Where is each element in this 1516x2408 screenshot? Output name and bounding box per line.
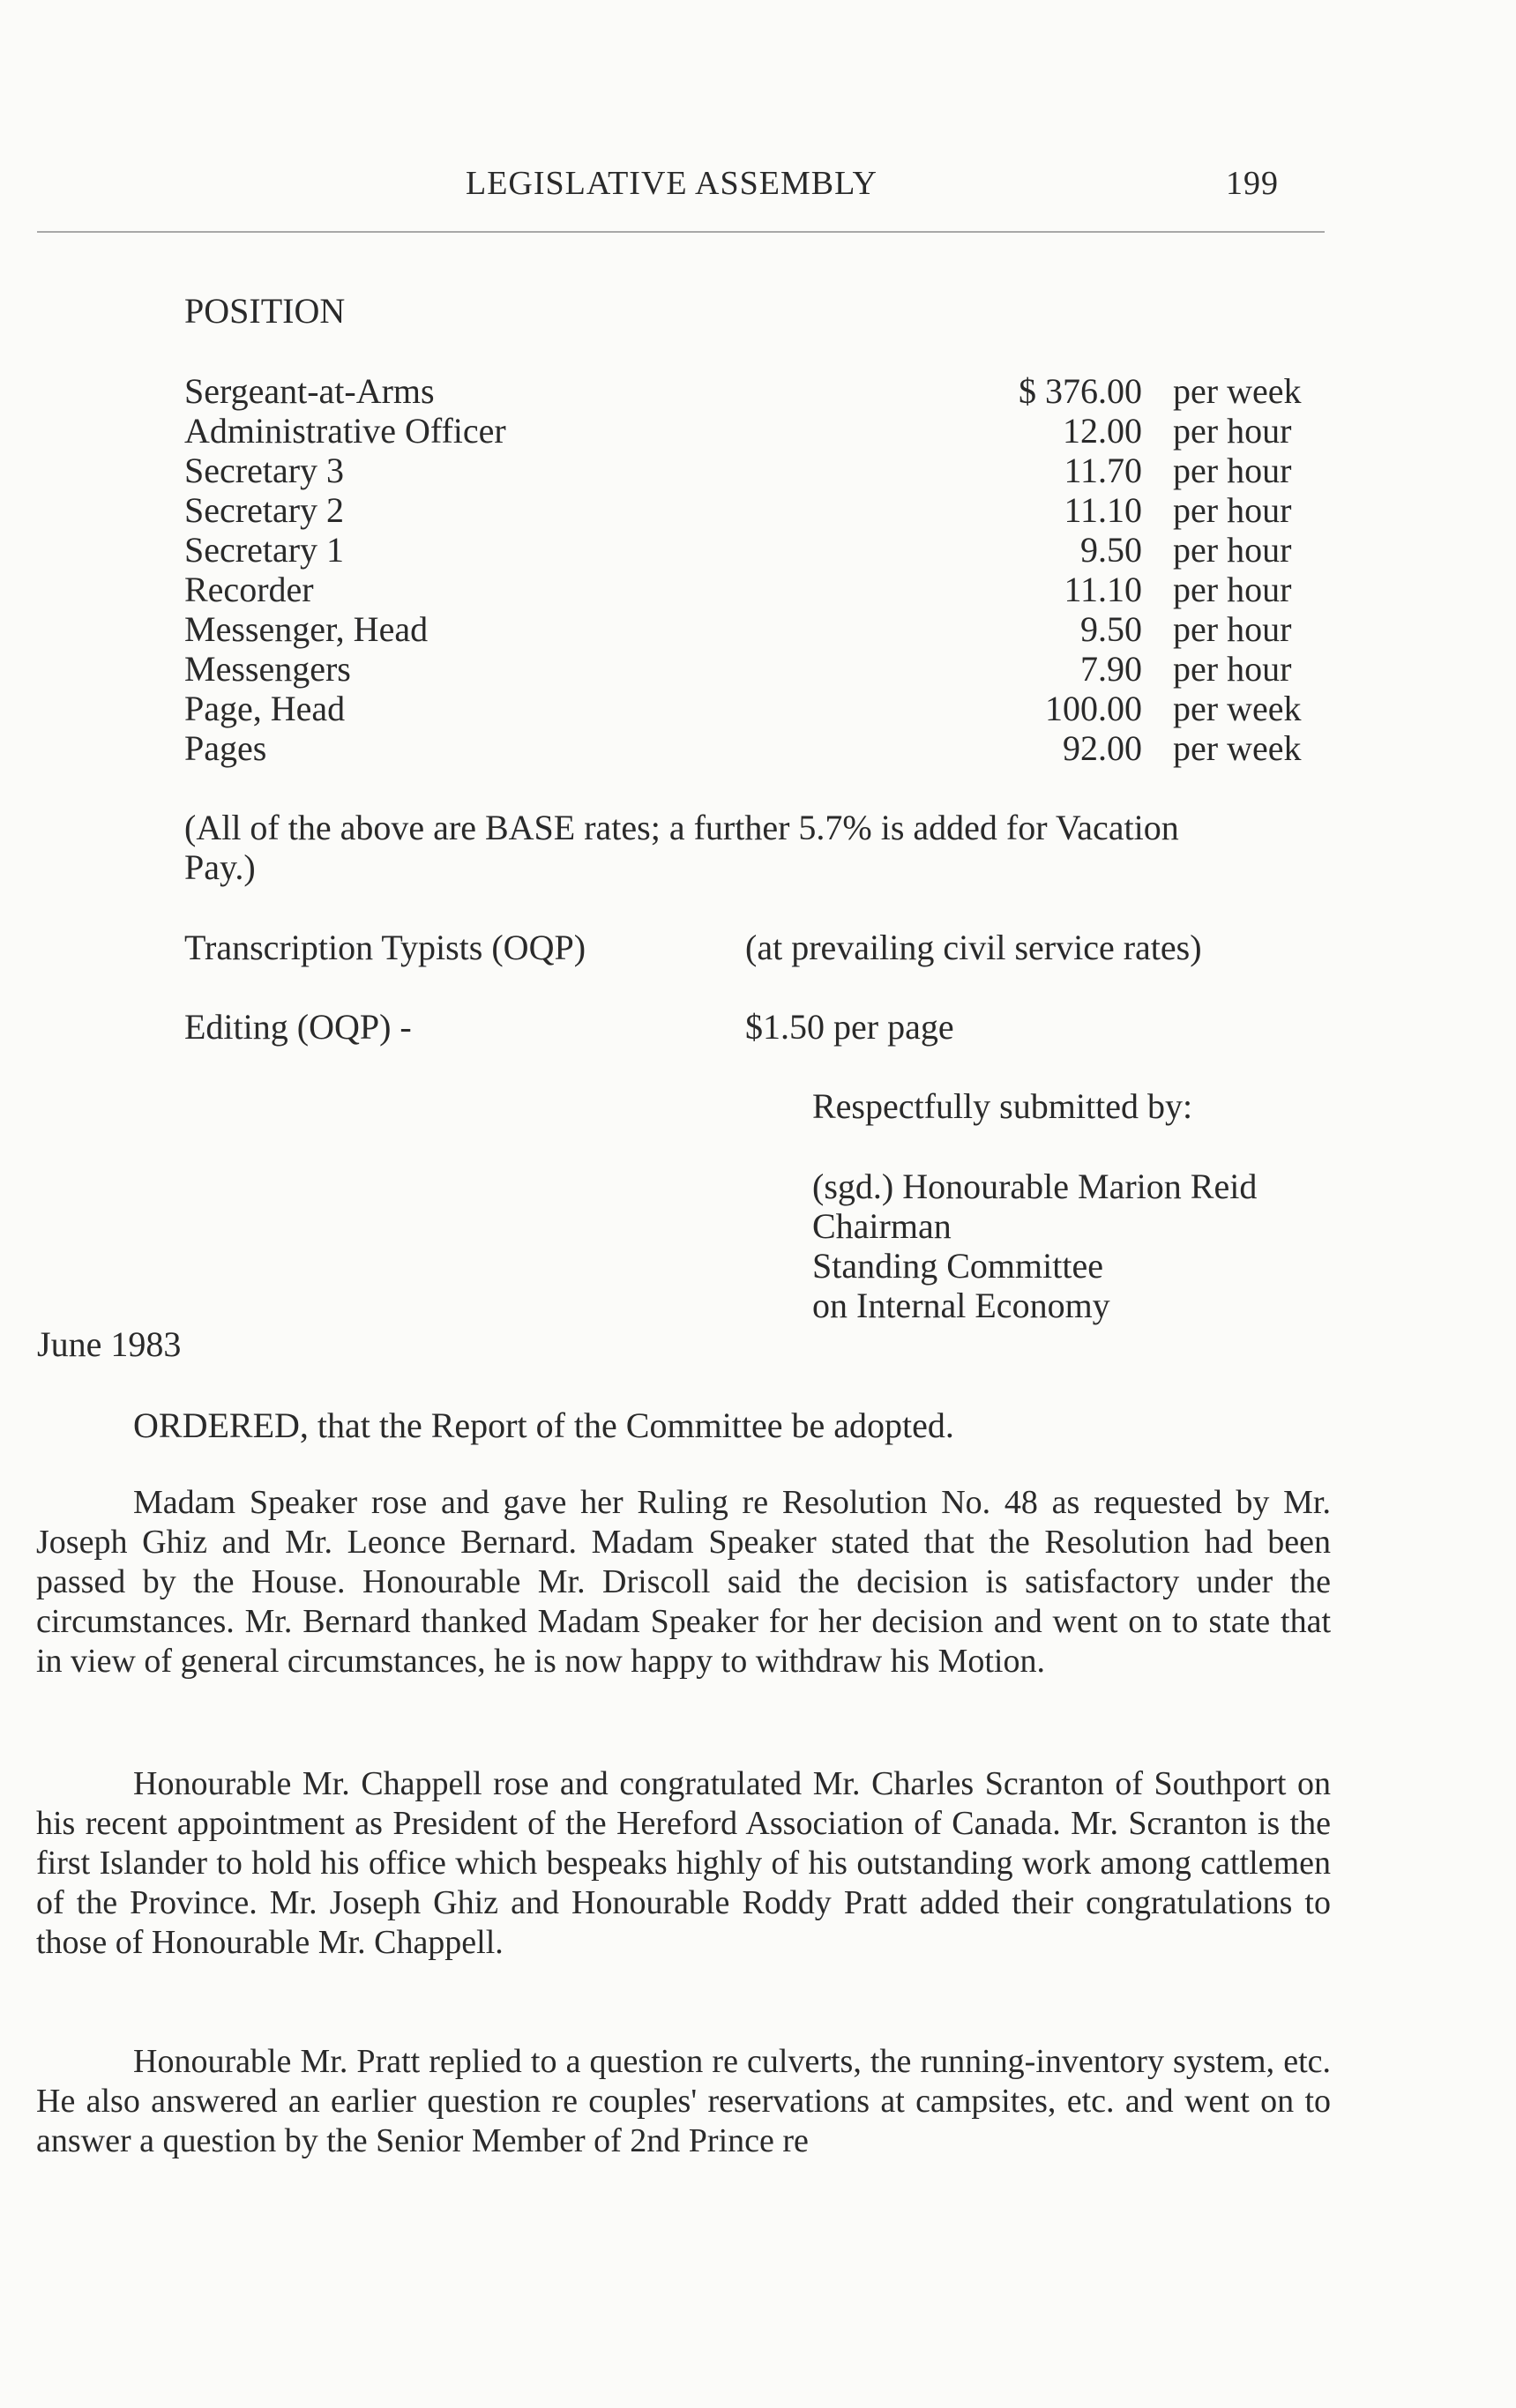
position-name: Secretary 3: [184, 451, 345, 490]
position-name: Administrative Officer: [184, 411, 506, 451]
rate-amount: 9.50: [1080, 609, 1142, 649]
ordered-line: ORDERED, that the Report of the Committee be adopted.: [133, 1405, 954, 1445]
position-name: Page, Head: [184, 689, 346, 728]
submitted-by: Respectfully submitted by:: [812, 1086, 1193, 1126]
rate-unit: per hour: [1173, 530, 1292, 570]
rate-unit: per week: [1173, 689, 1302, 728]
rate-unit: per week: [1173, 728, 1302, 768]
position-name: Sergeant-at-Arms: [184, 371, 435, 411]
rate-amount: 9.50: [1080, 530, 1142, 570]
vacation-pay-note: (All of the above are BASE rates; a further 5.7% is added for Vacation: [184, 808, 1179, 847]
rate-amount: 92.00: [1063, 728, 1142, 768]
rate-unit: per hour: [1173, 451, 1292, 490]
rate-unit: per week: [1173, 371, 1302, 411]
header-rule: [37, 231, 1325, 233]
rate-amount: 11.10: [1064, 490, 1142, 530]
rate-unit: per hour: [1173, 570, 1292, 609]
running-header-title: LEGISLATIVE ASSEMBLY: [466, 165, 877, 202]
rate-unit: per hour: [1173, 649, 1292, 689]
position-name: Secretary 1: [184, 530, 345, 570]
rate-amount: 11.70: [1064, 451, 1142, 490]
paragraph: Honourable Mr. Chappell rose and congratulated Mr. Charles Scranton of Southport on his recent appointment as President of the Hereford Association of Canada. Mr. Scranton is the first Islander to hold his office which bespeaks highly of his outstanding work among cattlemen of the Province. Mr. Joseph Ghiz and Honourable Roddy Pratt added their congratulations to those of Honourable Mr. Chappell.: [36, 1765, 1331, 1961]
position-name: Recorder: [184, 570, 314, 609]
rate-amount: 11.10: [1064, 570, 1142, 609]
signatory-title: Chairman: [812, 1206, 952, 1246]
page-number: 199: [1226, 165, 1279, 202]
typists-rate: (at prevailing civil service rates): [745, 928, 1202, 967]
editing-rate: $1.50 per page: [745, 1007, 954, 1047]
typists-label: Transcription Typists (OQP): [184, 928, 586, 967]
rate-amount: 7.90: [1080, 649, 1142, 689]
position-heading: POSITION: [184, 291, 346, 331]
committee-name-cont: on Internal Economy: [812, 1286, 1110, 1325]
report-date: June 1983: [37, 1324, 182, 1364]
position-name: Pages: [184, 728, 267, 768]
rate-unit: per hour: [1173, 490, 1292, 530]
position-name: Secretary 2: [184, 490, 345, 530]
rate-amount: $ 376.00: [1019, 371, 1142, 411]
rate-amount: 100.00: [1045, 689, 1142, 728]
paragraph: Madam Speaker rose and gave her Ruling re Resolution No. 48 as requested by Mr. Joseph Ghiz and Mr. Leonce Bernard. Madam Speaker stated that the Resolution had been passed by the House. Honourable Mr. Driscoll said the decision is satisfactory under the circumstances. Mr. Bernard thanked Madam Speaker for her decision and went on to state that in view of general circumstances, he is now happy to withdraw his Motion.: [36, 1484, 1331, 1680]
vacation-pay-note-end: Pay.): [184, 847, 256, 887]
position-name: Messengers: [184, 649, 351, 689]
editing-label: Editing (OQP) -: [184, 1007, 412, 1047]
rate-amount: 12.00: [1063, 411, 1142, 451]
rate-unit: per hour: [1173, 411, 1292, 451]
paragraph: Honourable Mr. Pratt replied to a question re culverts, the running-inventory system, etc. He also answered an earlier question re couples' reservations at campsites, etc. and went on to answer a question by the Senior Member of 2nd Prince re: [36, 2043, 1331, 2159]
position-name: Messenger, Head: [184, 609, 429, 649]
committee-name: Standing Committee: [812, 1246, 1103, 1286]
rate-unit: per hour: [1173, 609, 1292, 649]
signatory-name: (sgd.) Honourable Marion Reid: [812, 1167, 1258, 1206]
